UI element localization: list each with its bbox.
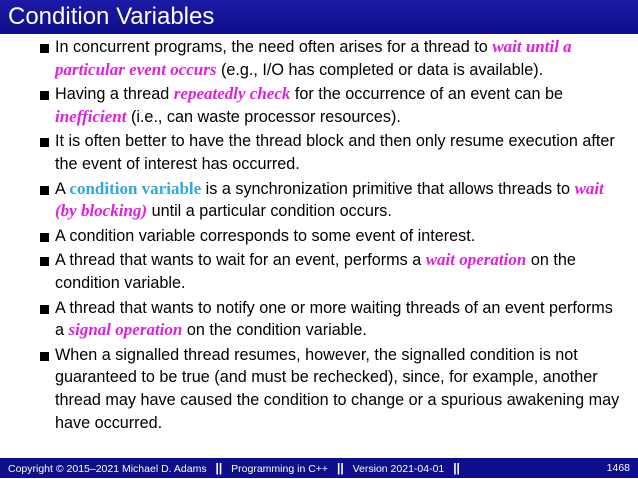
bullet-text: A condition variable corresponds to some event of interest. [55, 226, 476, 245]
bullet-emphasis: wait until a particular event occurs [55, 37, 572, 79]
bullet-text: A thread that wants to notify one or more waiting threads of an event performs a [55, 298, 613, 340]
bullet-text: for the occurrence of an event can be [290, 85, 564, 104]
bullet-item [0, 225, 638, 248]
bullet-text: Having a thread [55, 85, 174, 104]
bullet-text: until a particular condition occurs. [147, 202, 392, 221]
bullet-item [0, 83, 638, 128]
bullet-emphasis: signal operation [68, 320, 183, 340]
footer-bar [0, 458, 638, 478]
square-bullet-icon [40, 352, 49, 361]
bullet-text: When a signalled thread resumes, however, the signalled condition is not guaranteed to be true (and must be rechecked), since, for example, another thread may have caused the condition to change or a spurious awakening may have occurred. [55, 345, 620, 432]
square-bullet-icon [40, 91, 49, 100]
footer-course: Programming in C++ [231, 463, 329, 475]
square-bullet-icon [40, 186, 49, 195]
bullet-item [0, 178, 638, 223]
square-bullet-icon [40, 257, 49, 266]
bullet-text: (i.e., can waste processor resources). [126, 107, 401, 126]
bullet-item [0, 297, 638, 342]
title-bar [0, 0, 638, 34]
bullet-item [0, 344, 638, 434]
bullet-list [0, 36, 638, 436]
bullet-text: (e.g., I/O has completed or data is available). [216, 60, 544, 79]
footer-separator: || [215, 461, 223, 475]
bullet-item [0, 249, 638, 294]
footer-separator: || [453, 461, 460, 475]
square-bullet-icon [40, 305, 49, 314]
bullet-text: It is often better to have the thread block and then only resume execution after the event of interest has occurred. [55, 132, 615, 173]
bullet-text: is a synchronization primitive that allows threads to [201, 179, 575, 198]
bullet-emphasis: wait operation [425, 250, 527, 270]
footer-separator: || [336, 461, 344, 475]
bullet-text: In concurrent programs, the need often arises for a thread to [55, 38, 493, 56]
bullet-text: on the condition variable. [182, 321, 367, 340]
bullet-emphasis: repeatedly check [173, 84, 291, 104]
bullet-term: condition variable [69, 178, 202, 198]
bullet-emphasis: wait (by blocking) [55, 178, 604, 221]
bullet-text: A thread that wants to wait for an event, performs a [55, 251, 426, 270]
bullet-item [0, 130, 638, 175]
footer-version: Version 2021-04-01 [352, 463, 445, 475]
bullet-text: A [55, 179, 70, 198]
footer-copyright: Copyright © 2015–2021 Michael D. Adams [8, 463, 207, 475]
square-bullet-icon [40, 138, 49, 147]
square-bullet-icon [40, 44, 49, 53]
bullet-text: on the condition variable. [55, 251, 576, 292]
slide-title: Condition Variables [8, 3, 215, 30]
bullet-item [0, 36, 638, 81]
square-bullet-icon [40, 233, 49, 242]
bullet-emphasis: inefficient [55, 106, 127, 126]
page-number: 1468 [606, 462, 630, 474]
